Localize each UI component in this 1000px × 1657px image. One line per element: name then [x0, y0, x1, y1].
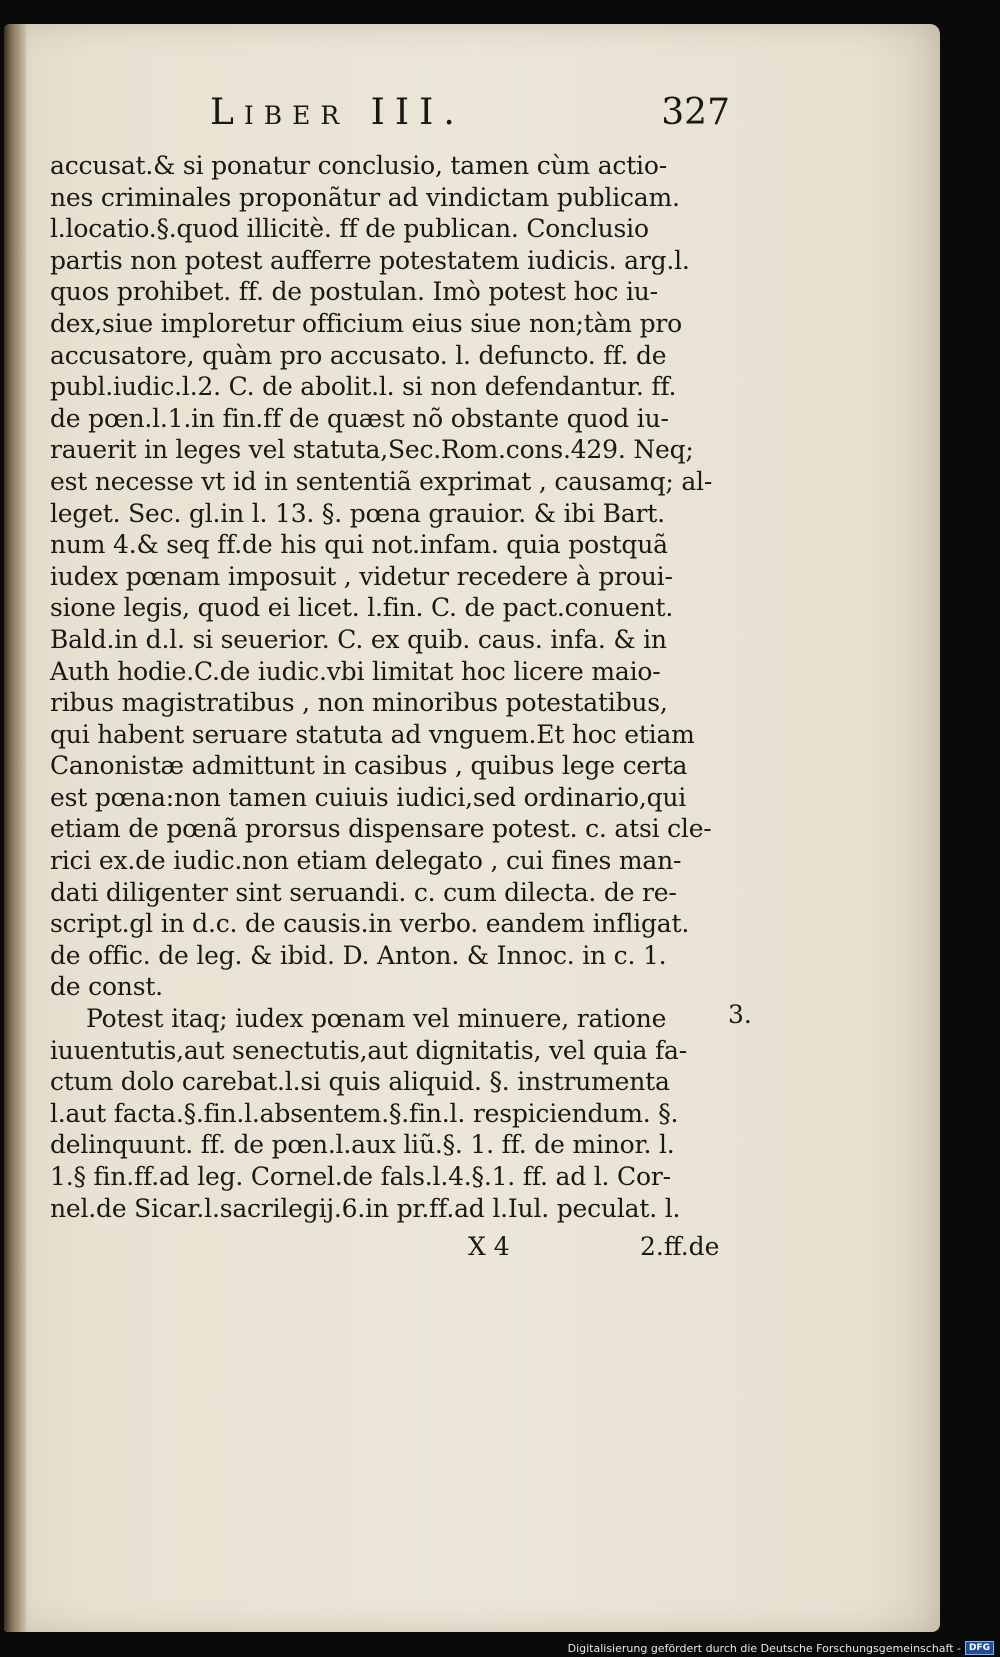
- text-line: de pœn.l.1.in fin.ff de quæst nõ obstante quod iu-: [50, 403, 669, 433]
- text-line: accusatore, quàm pro accusato. l. defuncto. ff. de: [50, 340, 667, 370]
- text-line: quos prohibet. ff. de postulan. Imò potest hoc iu-: [50, 277, 658, 307]
- text-line: de const.: [50, 972, 163, 1002]
- text-line: est necesse vt id in sententiã exprimat , causamq; al-: [50, 466, 713, 496]
- page-header: [210, 92, 730, 144]
- text-line: dex,siue imploretur officium eius siue non;tàm pro: [50, 308, 682, 338]
- margin-note-number: 3.: [728, 1000, 752, 1029]
- text-line: partis non potest aufferre potestatem iudicis. arg.l.: [50, 245, 690, 275]
- text-line: iudex pœnam imposuit , videtur recedere à proui-: [50, 561, 673, 591]
- running-head: Liber III.: [210, 92, 465, 133]
- text-line: est pœna:non tamen cuiuis iudici,sed ordinario,qui: [50, 782, 687, 812]
- page-spine-edge: [4, 24, 26, 1632]
- credit-text: Digitalisierung gefördert durch die Deutsche Forschungsgemeinschaft -: [567, 1641, 961, 1655]
- text-line: leget. Sec. gl.in l. 13. §. pœna grauior. & ibi Bart.: [50, 498, 665, 528]
- text-line: Auth hodie.C.de iudic.vbi limitat hoc licere maio-: [50, 656, 661, 686]
- signature-mark: X 4: [468, 1232, 510, 1261]
- text-line: nel.de Sicar.l.sacrilegij.6.in pr.ff.ad l.Iul. peculat. l.: [50, 1193, 681, 1223]
- text-line: dati diligenter sint seruandi. c. cum dilecta. de re-: [50, 877, 677, 907]
- text-line: delinquunt. ff. de pœn.l.aux liũ.§. 1. ff. de minor. l.: [50, 1130, 675, 1160]
- text-line: sione legis, quod ei licet. l.fin. C. de pact.conuent.: [50, 593, 674, 623]
- text-line: l.locatio.§.quod illicitè. ff de publican. Conclusio: [50, 214, 649, 244]
- page-number: 327: [661, 92, 730, 133]
- text-line: ribus magistratibus , non minoribus potestatibus,: [50, 688, 668, 718]
- text-line: etiam de pœnã prorsus dispensare potest. c. atsi cle-: [50, 814, 712, 844]
- text-line: script.gl in d.c. de causis.in verbo. eandem infligat.: [50, 909, 690, 939]
- text-line: iuuentutis,aut senectutis,aut dignitatis, vel quia fa-: [50, 1035, 687, 1065]
- text-line: Canonistæ admittunt in casibus , quibus lege certa: [50, 751, 688, 781]
- text-line: nes criminales proponãtur ad vindictam publicam.: [50, 182, 680, 212]
- text-line: accusat.& si ponatur conclusio, tamen cùm actio-: [50, 151, 667, 180]
- text-line: num 4.& seq ff.de his qui not.infam. quia postquã: [50, 530, 668, 560]
- paragraph-first-line: Potest itaq; iudex pœnam vel minuere, ratione: [86, 1004, 667, 1034]
- body-text: [50, 150, 750, 1224]
- text-line: qui habent seruare statuta ad vnguem.Et hoc etiam: [50, 719, 695, 749]
- text-line: rici ex.de iudic.non etiam delegato , cui fines man-: [50, 846, 682, 876]
- digitization-credit: [568, 1641, 994, 1655]
- text-line: publ.iudic.l.2. C. de abolit.l. si non defendantur. ff.: [50, 372, 677, 402]
- catchword: 2.ff.de: [640, 1232, 720, 1261]
- text-line: rauerit in leges vel statuta,Sec.Rom.cons.429. Neq;: [50, 435, 694, 465]
- text-line: ctum dolo carebat.l.si quis aliquid. §. instrumenta: [50, 1067, 670, 1097]
- text-line: l.aut facta.§.fin.l.absentem.§.fin.l. respiciendum. §.: [50, 1098, 679, 1128]
- text-line: Bald.in d.l. si seuerior. C. ex quib. caus. infa. & in: [50, 624, 667, 654]
- page-footer: [0, 1232, 760, 1272]
- dfg-logo-icon: DFG: [965, 1641, 994, 1655]
- text-line: de offic. de leg. & ibid. D. Anton. & Innoc. in c. 1.: [50, 940, 667, 970]
- text-line: 1.§ fin.ff.ad leg. Cornel.de fals.l.4.§.1. ff. ad l. Cor-: [50, 1162, 671, 1191]
